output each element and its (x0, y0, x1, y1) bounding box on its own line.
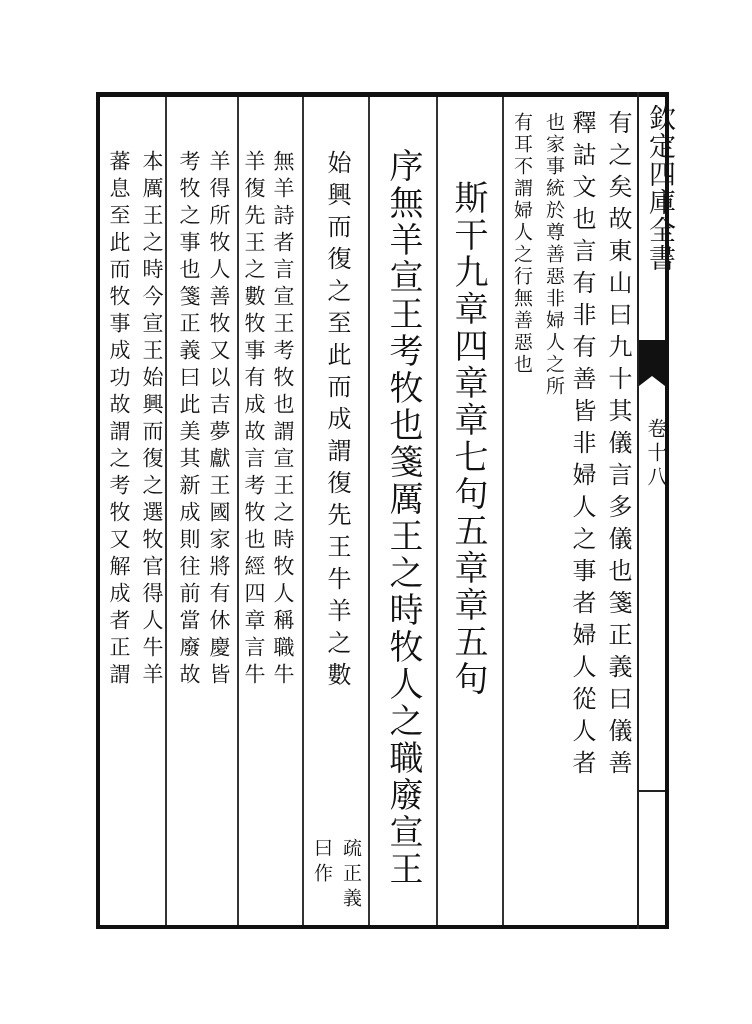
column-divider (502, 97, 504, 925)
text-column-7: 始興而復之至此而成謂復先王牛羊之數 (323, 150, 351, 694)
text-column-1: 有之矣故東山曰九十其儀言多儀也箋正義曰儀善 (604, 110, 632, 782)
text-column-13: 蕃息至此而牧事成功故謂之考牧又解成者正謂 (107, 150, 131, 690)
text-column-3: 也家事統於尊善惡非婦人之所 (543, 112, 565, 398)
column-divider (165, 97, 167, 925)
fish-tail-mark (639, 340, 665, 376)
margin-volume: 卷十八 (644, 418, 668, 490)
frame-bottom-border (96, 925, 669, 929)
column-divider (237, 97, 239, 925)
frame-margin-border (637, 92, 639, 929)
margin-book-title: 欽定四庫全書 (644, 104, 675, 272)
column-divider (368, 97, 370, 925)
text-column-10: 羊得所牧人善牧又以吉夢獻王國家將有休慶皆 (207, 150, 231, 690)
column-divider (302, 97, 304, 925)
annotation-yue-zuo: 曰作 (311, 838, 333, 888)
preface-heading: 序無羊宣王考牧也箋厲王之時牧人之職廢宣王 (383, 148, 423, 888)
margin-rule (639, 790, 665, 792)
text-column-4: 有耳不謂婦人之行無善惡也 (511, 112, 533, 376)
frame-left-border (96, 92, 100, 929)
text-column-11: 考牧之事也箋正義曰此美其新成則往前當廢故 (177, 150, 201, 690)
annotation-zhengyi: 疏正義 (340, 838, 362, 913)
text-column-2: 釋詁文也言有非有善皆非婦人之事者婦人從人者 (568, 110, 596, 782)
column-divider (436, 97, 438, 925)
text-column-12: 本厲王之時今宣王始興而復之選牧官得人牛羊 (140, 150, 164, 690)
text-column-9: 羊復先王之數牧事有成故言考牧也經四章言牛 (242, 150, 266, 690)
frame-top-border (96, 92, 669, 97)
chapter-count-heading: 斯干九章四章章七句五章章五句 (448, 180, 488, 698)
text-column-8: 無羊詩者言宣王考牧也謂宣王之時牧人稱職牛 (271, 150, 295, 690)
